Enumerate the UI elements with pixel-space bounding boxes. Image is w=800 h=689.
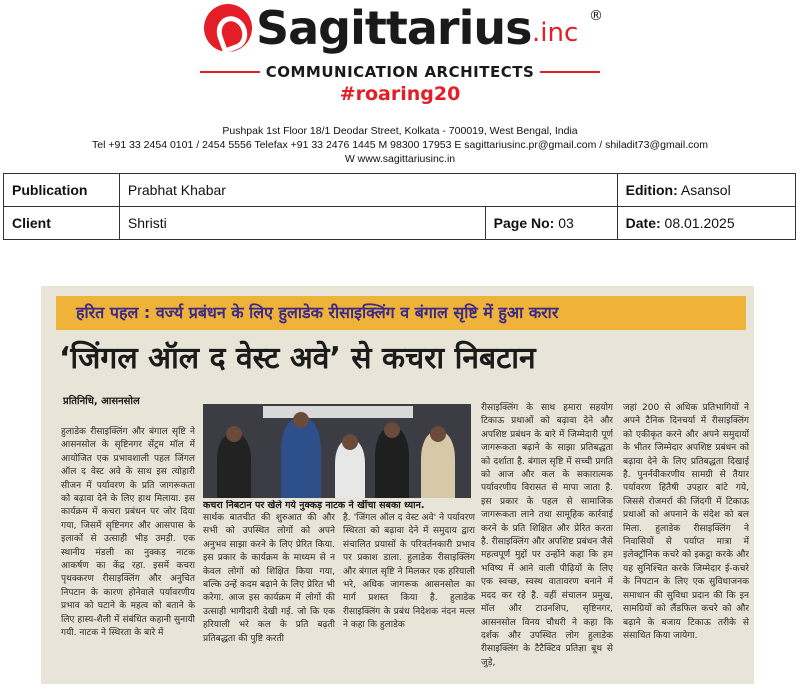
photo-head (430, 426, 446, 442)
photo-banner (263, 406, 413, 418)
kicker-strip (56, 296, 746, 330)
photo-head (293, 412, 309, 428)
edition-cell (617, 174, 795, 207)
tagline: COMMUNICATION ARCHITECTS (265, 63, 535, 81)
photo-head (384, 422, 400, 438)
photo-caption: कचरा निबटान पर खेले गये नुक्कड़ नाटक ने खींचा सबका ध्यान. (203, 500, 425, 511)
registered-mark: ® (589, 8, 603, 24)
article-column-5: जहां 200 से अधिक प्रतिभागियों ने अपने टैनिक दिनचर्या में रीसाइक्लिंग को एकीकृत करने और अपने समुदायों के भीतर जिम्मेदार अपशिष्ट प्रबंधन को बढ़ावा देने के लिए प्रतिबद्धता दिखाई है. पुनर्नवीकरणीय सामग्री से तैयार पर्यावरण हितैषी उपहार बांटे गये, जिससे रोजमर्रा की जिंदगी में टिकाऊ प्रथाओं को अपनाने के संदेश को बल मिला. हुलाडेक रीसाइक्लिंग ने निवासियों से पर्याप्त मात्रा में इलेक्ट्रॉनिक कचरे को इकट्ठा करके और यह सुनिश्चित करके जिम्मेदार ई-कचरे के निपटान के लिए एक सुविधाजनक समाधान की सुविधा प्रदान की कि इन सामग्रियों को लैंडफिल कचरे को और बढ़ाने के बजाय टिकाऊ तरीके से संसाधित किया जायेगा. (623, 403, 749, 641)
article-column-2: सार्थक बातचीत की शुरुआत की और सभी को उपस्थित लोगों को अपने अनुभव साझा करने के लिए प्रेरित किया. इस प्रकार के कार्यक्रम के माध्यम से न केवल लोगों को शिक्षित किया गया, बल्कि उन्हें कदम बढ़ाने के लिए प्रेरित भी करेगा. आज इस कार्यक्रम में लोगों की उत्साही भागीदारी देखी गई. जो कि एक हरियाली भरे कल के प्रति बढ़ती प्रतिबद्धता की पुष्टि करती (203, 513, 335, 644)
address: Pushpak 1st Floor 18/1 Deodar Street, Kolkata - 700019, West Bengal, India (222, 125, 578, 137)
table-row (4, 174, 796, 207)
photo-figure (281, 418, 321, 498)
photo-head (226, 426, 242, 442)
photo-figure (375, 428, 409, 498)
tagline-rule-right (540, 71, 600, 73)
table-row (4, 207, 796, 240)
website: W www.sagittariusinc.in (344, 153, 456, 165)
photo-head (342, 434, 358, 450)
publication-label: Publication (4, 174, 120, 207)
logo-mark-icon (204, 4, 252, 52)
date-label: Date: (625, 215, 661, 231)
kicker-text: हरित पहल : वर्ज्य प्रबंधन के लिए हुलाडेक रीसाइक्लिंग व बंगाल सृष्टि में हुआ करार (76, 303, 559, 322)
headline: ‘जिंगल ऑल द वेस्ट अवे’ से कचरा निबटान (59, 341, 536, 376)
client-value: Shristi (119, 207, 485, 240)
article-column-4: रीसाइक्लिंग के साथ हमारा सहयोग टिकाऊ प्रथाओं को बढ़ावा देने और अपशिष्ट प्रबंधन के बारे में जिम्मेदारी पूर्ण जागरूकता बढ़ाने के साझा प्रतिबद्धता को दर्शाता है. बंगाल सृष्टि में सच्ची प्रगति को आज और कल के सकारात्मक पर्यावरणीय विरासत से मापा जाता है. इस प्रकार के पहल से सामाजिक जागरूकता लाने तथा सामूहिक कार्रवाई करने के प्रति शिक्षित और प्रेरित करता है. रीसाइक्लिंग और अपशिष्ट प्रबंधन जैसे महत्वपूर्ण मुद्दों पर उन्होंने कहा कि हम भविष्य में आने वाली पीढ़ियों के लिए एक स्वच्छ, स्वस्थ वातावरण बनाने में मदद कर रहे है. वहीं संचालन प्रमुख, मॉल और टाउनशिप, सृष्टिनगर, आसनसोल विनय चौधरी ने कहा कि दर्शक और उपस्थित लोग हुलाडेक रीसाइक्लिंग के टैटैक्टिव प्रतिज्ञा बूथ से जुड़े, (481, 403, 613, 668)
page-value: 03 (558, 215, 574, 231)
logo-wordmark: Sagittarius (256, 1, 532, 55)
hashtag: #roaring20 (339, 83, 461, 105)
company-logo (196, 2, 616, 58)
page-label: Page No: (493, 215, 555, 231)
tagline-row (200, 62, 600, 82)
logo-suffix: .inc (532, 18, 579, 48)
publication-info-table (3, 173, 796, 240)
contact-details: Tel +91 33 2454 0101 / 2454 5556 Telefax +91 33 2476 1445 M 98300 17953 E sagittariusinc.pr@gmail.com / shiladit73@gmail.com (92, 139, 708, 151)
edition-label: Edition: (625, 182, 678, 198)
article-column-1: हुलाडेक रीसाइक्लिंग और बंगाल सृष्टि ने आसनसोल के सृष्टिनगर सेंट्रम मॉल में आयोजित एक प्रभावशाली पहल जिंगल ऑल द वेस्ट अवे के साथ इस त्योहारी सीजन में पर्यावरण के प्रति जागरूकता को बढ़ावा देने के लिए हाथ मिलाया. इस कार्यक्रम में कचरा प्रबंधन पर जोर दिया गया, जिसमें सृष्टिनगर और आसपास के इलाकों से उत्साही भीड़ उमड़ी. एक स्थानीय मंडली का नुक्कड़ नाटक आकर्षण का केंद्र रहा. इसमें कचरा पृथक्करण रीसाइक्लिंग और अनुचित निपटान के कारण होनेवाले पर्यावरणीय प्रभाव को घटाने के महत्व को बताने के लिए हास्य-शैली में संबंधित कहानी सुनायी गयी. नाटक ने स्थिरता के बारे में (61, 427, 195, 639)
publication-value: Prabhat Khabar (119, 174, 617, 207)
byline: प्रतिनिधि, आसनसोल (63, 396, 140, 407)
date-value: 08.01.2025 (664, 215, 735, 231)
photo-figure (217, 434, 251, 498)
letterhead (0, 0, 800, 168)
client-label: Client (4, 207, 120, 240)
page-cell (485, 207, 617, 240)
edition-value: Asansol (680, 182, 731, 198)
article-column-3: है. 'जिंगल ऑल द वेस्ट अवे' ने पर्यावरण स्थिरता को बढ़ावा देने में समुदाय द्वारा संचालित प्रयासों के परिवर्तनकारी प्रभाव पर प्रकाश डाला. हुलाडेक रीसाइक्लिंग और बंगाल सृष्टि ने मिलकर एक हरियाली भरे, अधिक जागरूक आसनसोल का मार्ग प्रशस्त किया है. हुलाडेक रीसाइक्लिंग के प्रबंध निदेशक नंदन मल्ल ने कहा कि हुलाडेक (343, 513, 475, 631)
newspaper-clipping (41, 286, 754, 684)
date-cell (617, 207, 795, 240)
news-photo (203, 404, 471, 498)
